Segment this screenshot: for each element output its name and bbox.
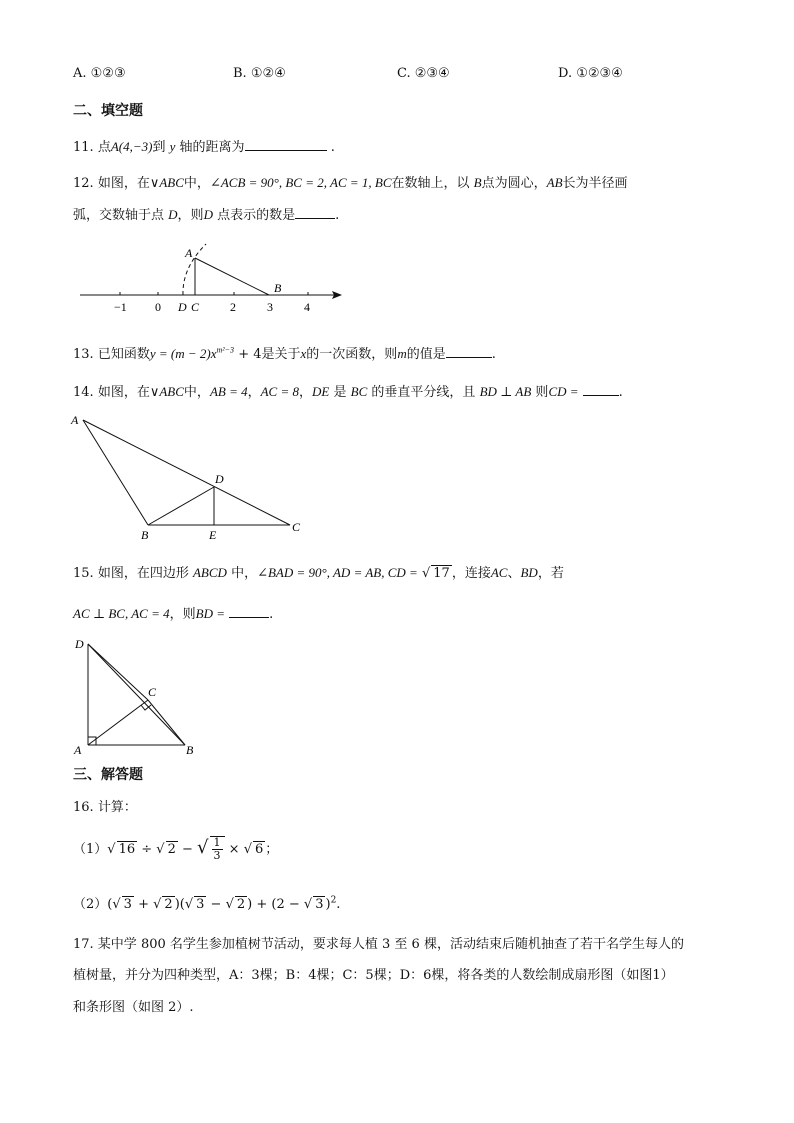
option-b: B. ①②④ — [233, 66, 286, 81]
q12-text: 点为圆心， — [481, 176, 547, 191]
q15-end: . — [269, 607, 274, 622]
q15-text: ，则 — [169, 607, 196, 622]
q13-text: 是关于 — [261, 347, 301, 362]
q14-perp: BD ⊥ AB — [479, 384, 532, 399]
question-13 — [73, 343, 496, 362]
q11-point: A(4,−3) — [110, 139, 153, 154]
fraction-numerator: 1 — [213, 836, 221, 849]
label-d: D — [215, 472, 224, 486]
q14-de: DE — [312, 384, 330, 399]
tick-label: 2 — [230, 300, 236, 314]
q16-radicand: 16 — [118, 842, 136, 857]
q16-end: . — [336, 897, 341, 912]
question-12-line2 — [73, 204, 339, 223]
q14-sep: ， — [299, 385, 313, 400]
q15-radicand: 17 — [433, 566, 450, 581]
q12-point-d: D — [168, 207, 178, 222]
q15-text: ，连接 — [451, 566, 491, 581]
q13-end: . — [491, 347, 496, 362]
q14-ab: AB = 4 — [209, 384, 248, 399]
q16-title: 计算： — [97, 800, 137, 815]
q12-triangle: ∨ABC — [149, 175, 184, 190]
q16-part-label: （2） — [73, 897, 108, 912]
fraction-denominator: 3 — [213, 849, 221, 862]
q13-text: 已知函数 — [97, 347, 150, 362]
q12-text: 长为半径画 — [562, 176, 628, 191]
question-15-line2 — [73, 603, 273, 622]
question-16-part2: （2）(√ 3 + √ 2 )(√ 3 − √ 2 ) + (2 − √ 3 )$^2$. — [73, 895, 341, 912]
q13-exponent: m²−3 — [216, 345, 235, 355]
q12-point-d: D — [203, 207, 213, 222]
answer-blank[interactable] — [295, 206, 335, 219]
q12-segment-ab: AB — [546, 175, 563, 190]
tick-label: 3 — [267, 300, 273, 314]
label-b: B — [274, 281, 282, 295]
q14-text: 是 — [333, 385, 347, 400]
q11-text2: 到 — [152, 140, 166, 155]
q14-triangle: ∨ABC — [149, 384, 184, 399]
q12-text: 中， — [183, 176, 210, 191]
q12-text: ，则 — [177, 208, 204, 223]
label-d: D — [178, 300, 187, 314]
segment-ac — [83, 420, 290, 525]
q16-number: 16. — [73, 800, 94, 815]
q12-end: . — [335, 208, 340, 223]
q16-op: + — [133, 897, 154, 912]
q16-radicand: 3 — [123, 897, 132, 912]
section-title-solutions: 三、解答题 — [73, 767, 143, 783]
q14-text: 中， — [183, 385, 210, 400]
segment-bd — [88, 644, 185, 745]
q16-radicand: 3 — [196, 897, 205, 912]
q15-abcd: ABCD — [192, 565, 227, 580]
tick-label: 4 — [304, 300, 310, 314]
label-c: C — [148, 685, 157, 699]
q16-op: − — [206, 897, 226, 912]
q15-bd2: BD = — [195, 606, 225, 621]
q14-text: 的垂直平分线，且 — [371, 385, 476, 400]
fraction-one-third — [212, 837, 223, 862]
q16-radicand: 2 — [236, 897, 246, 912]
q12-text: 在数轴上，以 — [391, 176, 470, 191]
segment-ab — [83, 420, 148, 525]
q15-number: 15. — [73, 566, 94, 581]
q12-text: 点表示的数是 — [217, 208, 296, 223]
q13-number: 13. — [73, 347, 94, 362]
q14-number: 14. — [73, 385, 94, 400]
q11-number: 11. — [73, 140, 94, 155]
option-a: A. ①②③ — [73, 66, 126, 81]
q12-number: 12. — [73, 176, 94, 191]
q15-text: 、 — [507, 566, 521, 581]
question-15-line1: 15. 如图，在四边形 ABCD 中，∠BAD = 90°, AD = AB, CD = √ 17 ，连接AC、BD，若 — [73, 565, 564, 581]
q16-op: − — [177, 842, 198, 857]
q13-text: 的值是 — [406, 347, 446, 362]
option-d: D. ①②③④ — [558, 66, 623, 81]
label-e: E — [209, 528, 217, 542]
q16-op: × — [224, 842, 244, 857]
q11-end: . — [330, 140, 335, 155]
label-b: B — [186, 743, 194, 757]
q14-text: 如图，在 — [97, 385, 150, 400]
question-14 — [73, 381, 623, 400]
q16-end: ； — [265, 842, 279, 857]
q16-part-label: （1） — [73, 842, 108, 857]
answer-blank[interactable] — [446, 345, 492, 358]
option-c: C. ②③④ — [397, 66, 450, 81]
q16-radicand: 6 — [255, 842, 264, 857]
q16-op: ÷ — [137, 842, 157, 857]
question-17-line1: 17. 某中学 800 名学生参加植树节活动，要求每人植 3 至 6 棵，活动结束后随机抽查了若干名学生每人的 — [73, 937, 684, 952]
segment-dc — [88, 644, 148, 700]
q12-text: 如图，在 — [97, 176, 150, 191]
label-a: A — [71, 413, 79, 427]
q13-m: m — [397, 346, 407, 361]
question-12-line1 — [73, 172, 628, 191]
q11-text: 点 — [97, 140, 111, 155]
label-c: C — [191, 300, 200, 314]
answer-blank[interactable] — [229, 605, 269, 618]
triangle-figure-14 — [68, 408, 308, 543]
label-b: B — [141, 528, 149, 542]
segment-cb — [148, 700, 185, 745]
label-c: C — [292, 520, 301, 534]
q16-paren: ) + (2 − — [247, 897, 304, 912]
q13-x: x — [300, 346, 307, 361]
answer-blank[interactable] — [583, 383, 619, 396]
q13-function: y = (m − 2)x — [149, 346, 217, 361]
number-line-figure — [70, 238, 360, 318]
q16-radicand: 3 — [315, 897, 324, 912]
q16-paren: ) — [325, 897, 331, 912]
q11-yvar: y — [169, 139, 176, 154]
q12-point-b: B — [473, 175, 482, 190]
q11-text3: 轴的距离为 — [179, 140, 245, 155]
segment-bd — [148, 487, 214, 525]
q15-condition: ∠BAD = 90°, AD = AB, CD = — [257, 565, 418, 580]
question-16-title — [73, 796, 137, 815]
tick-label: 0 — [155, 300, 161, 314]
question-17-line2: 植树量，并分为四种类型，A：3棵；B：4棵；C：5棵；D：6棵，将各类的人数绘制成扇形图（如图1） — [73, 968, 674, 983]
q15-ac: AC — [490, 565, 508, 580]
q14-cd: CD = — [548, 384, 579, 399]
q14-bc: BC — [350, 384, 368, 399]
quadrilateral-figure-15 — [68, 630, 203, 758]
question-17-line3: 和条形图（如图 2）. — [73, 1000, 194, 1015]
question-16-part1: （1）√ 16 ÷ √ 2 − √ $\frac{1}{3}$ × √ 6 ； — [73, 836, 279, 862]
q15-text: 如图，在四边形 — [97, 566, 189, 581]
label-a: A — [74, 743, 82, 757]
q13-function-tail: + 4 — [234, 347, 262, 362]
q14-ac: AC = 8 — [260, 384, 299, 399]
q14-end: . — [618, 385, 623, 400]
label-d: D — [75, 637, 84, 651]
q14-sep: ， — [247, 385, 261, 400]
q16-paren: ( — [107, 897, 113, 912]
tick-label: −1 — [114, 300, 127, 314]
q13-text: 的一次函数，则 — [306, 347, 398, 362]
q16-radicand: 2 — [167, 842, 176, 857]
q16-paren: )( — [174, 897, 185, 912]
q15-text: 中， — [231, 566, 258, 581]
q15-condition2: AC ⊥ BC, AC = 4 — [73, 606, 170, 621]
q15-text: ，若 — [537, 566, 564, 581]
q15-bd: BD — [520, 565, 538, 580]
q14-text: 则 — [535, 385, 549, 400]
question-11 — [73, 136, 335, 155]
q12-text: 弧，交数轴于点 — [73, 208, 165, 223]
q16-radicand: 2 — [164, 897, 173, 912]
label-a: A — [185, 246, 193, 260]
q16-square: 2 — [330, 895, 337, 906]
segment-ab — [195, 258, 269, 295]
q12-condition: ∠ACB = 90°, BC = 2, AC = 1, BC — [209, 175, 392, 190]
segment-ac — [88, 700, 148, 745]
section-title-fill-in: 二、填空题 — [73, 103, 143, 119]
answer-blank[interactable] — [245, 138, 327, 151]
